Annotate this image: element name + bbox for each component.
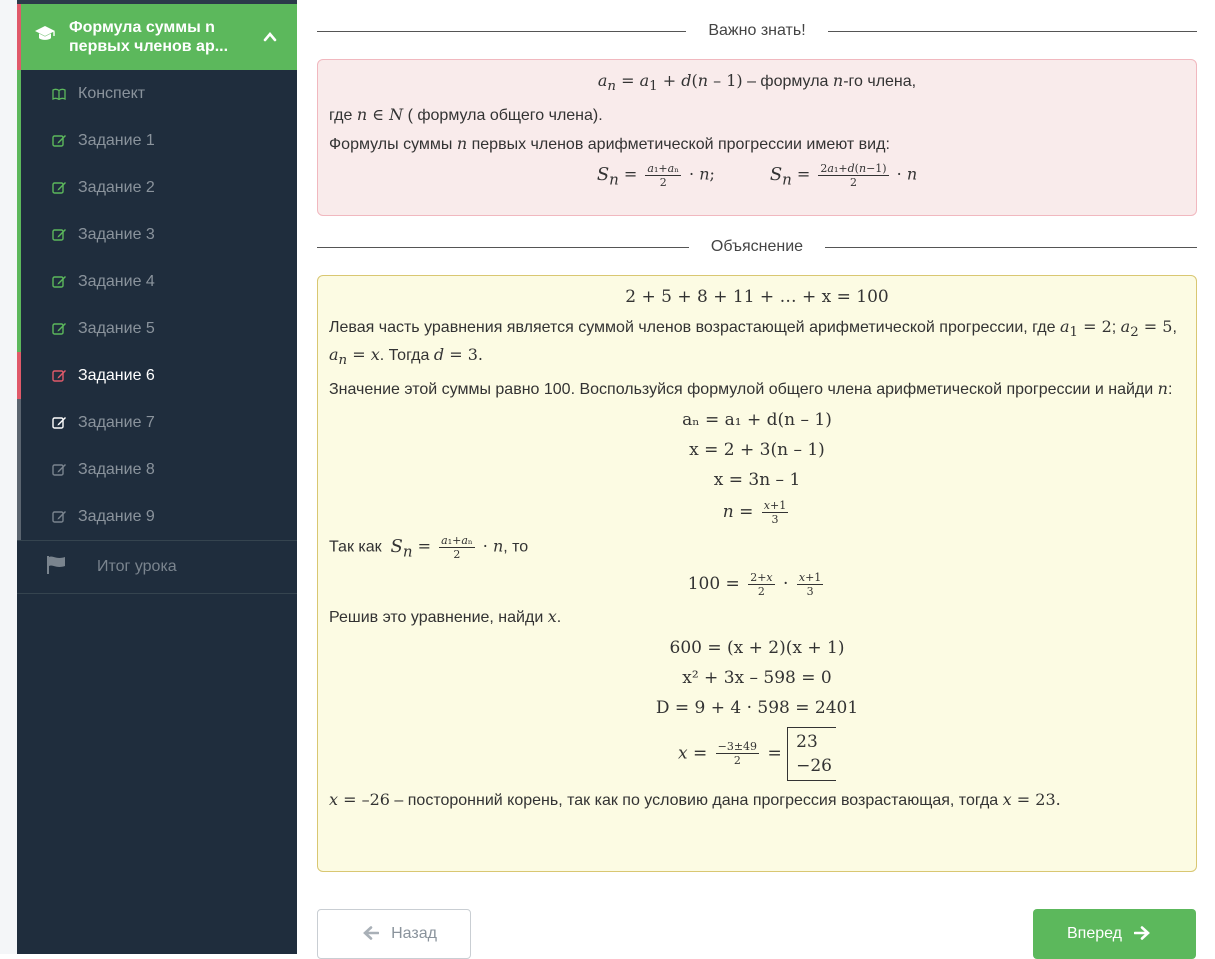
sidebar — [17, 0, 297, 954]
n-expression: n = $\frac{x+1}{3}$ — [722, 499, 787, 527]
step-line: x = 3n – 1 — [713, 470, 801, 491]
edit-icon — [21, 134, 78, 148]
flag-icon — [17, 555, 97, 580]
sidebar-item-label: Задание 8 — [78, 460, 155, 478]
edit-icon — [21, 181, 78, 195]
explanation-heading: Объяснение — [689, 238, 825, 255]
edit-icon — [21, 322, 78, 336]
summary-label: Итог урока — [97, 558, 177, 575]
explanation-p2: Значение этой суммы равно 100. Воспользуйся формулой общего члена арифметической прогрессии и найди n: — [329, 379, 1173, 399]
sidebar-item-task-3[interactable] — [17, 211, 297, 258]
back-button[interactable] — [317, 909, 471, 959]
sidebar-item-label: Задание 6 — [78, 366, 155, 384]
sum-intro-line: Формулы суммы n первых членов арифметической прогрессии имеют вид: — [329, 134, 890, 154]
edit-icon — [21, 369, 78, 383]
final-line: x = –26 – посторонний корень, так как по условию дана прогрессия возрастающая, тогда x = 23. — [329, 789, 1061, 809]
step-line: 600 = (x + 2)(x + 1) — [669, 637, 845, 658]
next-button[interactable] — [1033, 909, 1196, 959]
sidebar-item-task-9[interactable] — [17, 493, 297, 540]
arrow-right-icon — [1134, 924, 1150, 945]
where-line: где n ∈ N ( формула общего члена). — [329, 105, 603, 125]
sidebar-item-task-8[interactable] — [17, 446, 297, 493]
sidebar-item-label: Задание 9 — [78, 507, 155, 525]
left-gutter — [0, 0, 17, 954]
sidebar-item-label: Задание 3 — [78, 225, 155, 243]
main-content — [317, 0, 1197, 872]
important-heading: Важно знать! — [686, 22, 827, 39]
lesson-title: Формула суммы n первых членов ар... — [69, 19, 229, 55]
important-box — [317, 59, 1197, 216]
main-equation: 2 + 5 + 8 + 11 + … + x = 100 — [625, 287, 889, 307]
open-book-icon — [21, 88, 78, 100]
general-term-formula: $a_n = a_1 + d(n - 1)$ – формула n-го члена, — [597, 71, 917, 95]
solve-line: Решив это уравнение, найди x. — [329, 606, 562, 626]
explanation-divider — [317, 235, 1197, 261]
sidebar-item-label: Конспект — [78, 84, 146, 102]
edit-icon — [21, 463, 78, 477]
roots-expression: x = $\frac{-3\pm 49}{2}$ = 23 −26 — [329, 727, 1185, 781]
next-label: Вперед — [1066, 925, 1122, 942]
edit-icon — [21, 416, 78, 430]
sidebar-item-label: Задание 7 — [78, 413, 155, 431]
sidebar-item-task-4[interactable] — [17, 258, 297, 305]
sidebar-item-task-5[interactable] — [17, 305, 297, 352]
sidebar-item-konspekt[interactable] — [17, 70, 297, 117]
sidebar-item-task-7[interactable] — [17, 399, 297, 446]
edit-icon — [21, 275, 78, 289]
sidebar-item-label: Задание 5 — [78, 319, 155, 337]
explanation-box — [317, 275, 1197, 872]
sidebar-item-summary[interactable] — [17, 540, 297, 594]
since-line: Так как $S_n$ = $\frac{\text{a₁+aₙ}}{2}$ · n, то — [329, 534, 529, 562]
sidebar-item-task-2[interactable] — [17, 164, 297, 211]
sidebar-item-label: Задание 4 — [78, 272, 155, 290]
sum-formulas: $S_n$ = $\frac{\text{a₁+aₙ}}{2}$ · n; $S_n$ = $\frac{\text{2a₁+d(n−1)}}{2}$ · n — [596, 162, 918, 190]
chevron-up-icon[interactable] — [263, 30, 277, 44]
sidebar-item-task-1[interactable] — [17, 117, 297, 164]
back-label: Назад — [391, 925, 437, 942]
graduation-cap-icon — [21, 25, 69, 49]
step-line: D = 9 + 4 · 598 = 2401 — [655, 697, 859, 718]
step-line: x² + 3x – 598 = 0 — [682, 667, 832, 688]
step-line: aₙ = a₁ + d(n – 1) — [682, 410, 832, 431]
sum-equation: 100 = $\frac{2+x}{2}$ · $\frac{x+1}{3}$ — [687, 570, 822, 598]
lesson-header[interactable] — [17, 4, 297, 70]
explanation-p1: Левая часть уравнения является суммой членов возрастающей арифметической прогрессии, где $a_1 = 2$; $a_2 = 5$, $a_n = x$. Тогда d = 3. — [329, 317, 1177, 369]
arrow-left-icon — [363, 924, 379, 945]
sidebar-item-label: Задание 2 — [78, 178, 155, 196]
edit-icon — [21, 510, 78, 524]
root-1: 23 — [796, 731, 818, 752]
sidebar-item-label: Задание 1 — [78, 131, 155, 149]
step-line: x = 2 + 3(n – 1) — [689, 440, 825, 461]
root-2: −26 — [796, 755, 833, 776]
important-divider — [317, 19, 1197, 45]
edit-icon — [21, 228, 78, 242]
sidebar-item-task-6[interactable] — [17, 352, 297, 399]
